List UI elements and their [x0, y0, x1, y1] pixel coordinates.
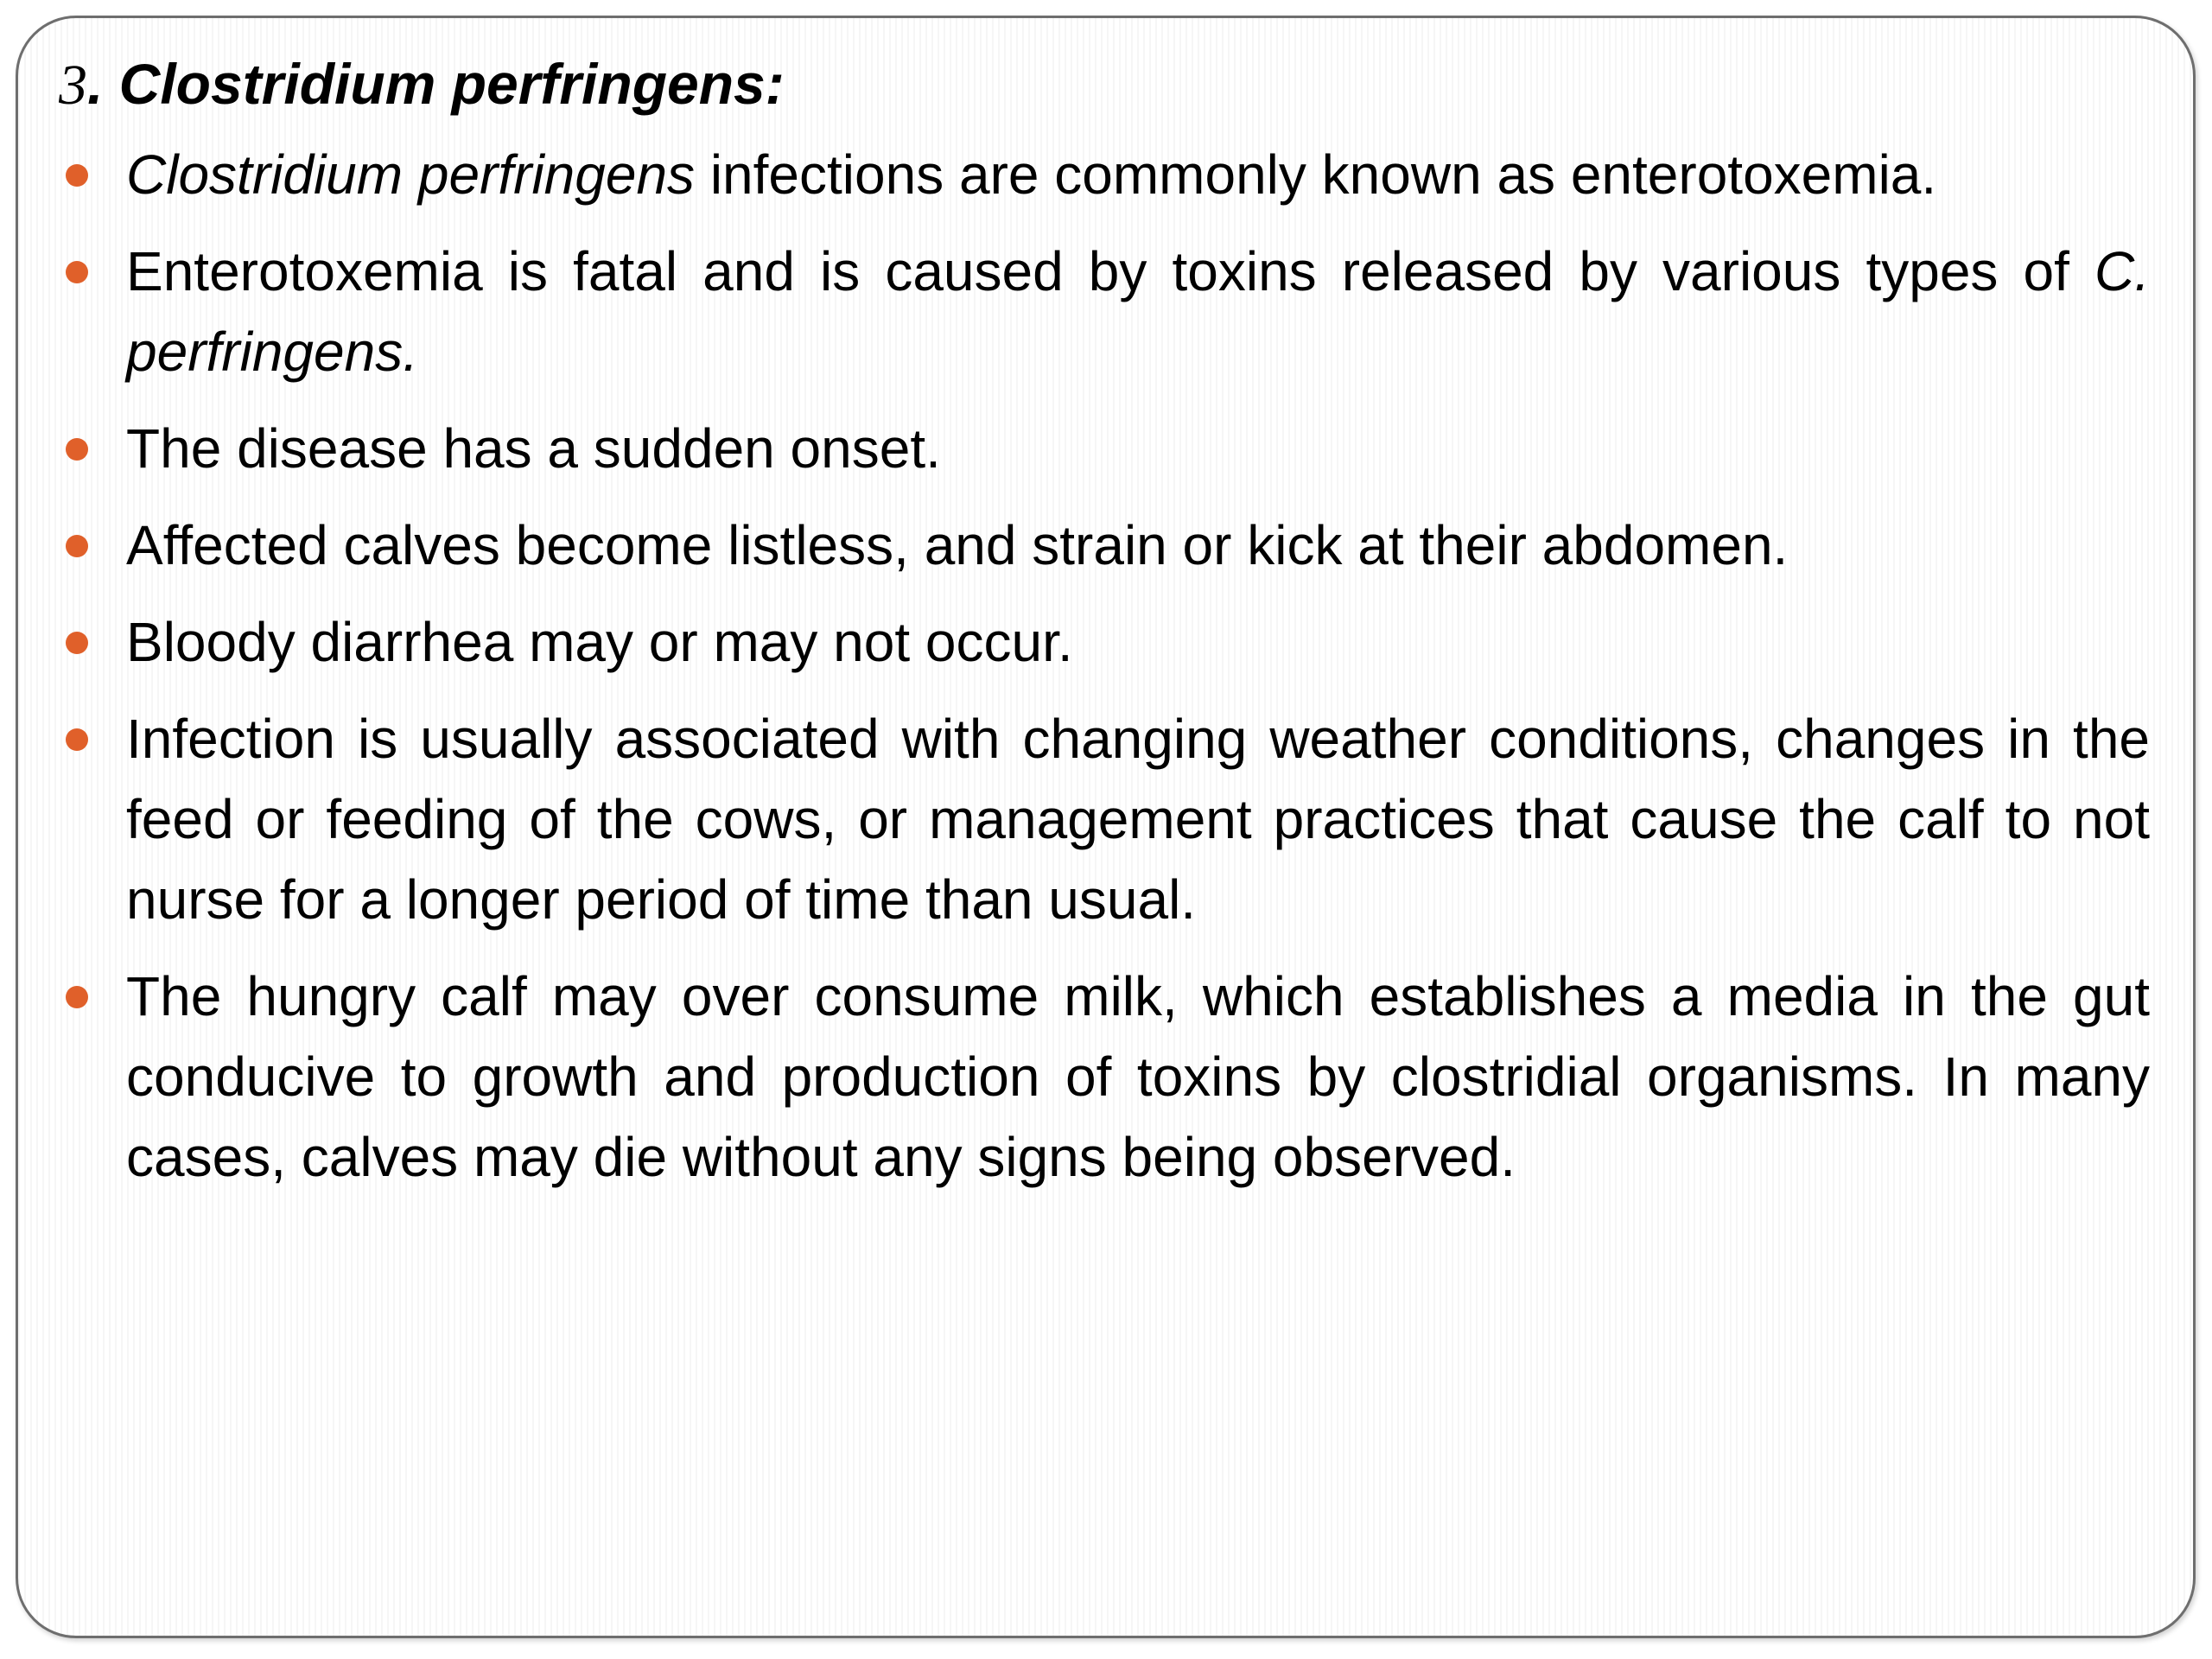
heading-number: 3	[59, 54, 87, 117]
slide-content	[59, 45, 2150, 1214]
list-item	[59, 699, 2150, 940]
bullet-text: The disease has a sudden onset.	[126, 417, 941, 480]
bullet-list	[59, 135, 2150, 1198]
bullet-icon	[66, 438, 88, 461]
bullet-icon	[66, 261, 88, 283]
bullet-text: The hungry calf may over consume milk, which establishes a media in the gut conducive to growth and production of toxins by clostridial organisms. In many cases, calves may die without any signs being observed.	[126, 965, 2150, 1188]
list-item	[59, 409, 2150, 489]
list-item	[59, 135, 2150, 215]
list-item	[59, 957, 2150, 1198]
bullet-text: Infection is usually associated with changing weather conditions, changes in the feed or feeding of the cows, or management practices that cause the calf to not nurse for a longer period of time than usual.	[126, 708, 2150, 931]
bullet-text: Affected calves become listless, and strain or kick at their abdomen.	[126, 514, 1789, 576]
bullet-text: infections are commonly known as enterotoxemia.	[695, 143, 1937, 206]
bullet-text: Enterotoxemia is fatal and is caused by toxins released by various types of	[126, 240, 2094, 302]
bullet-icon	[66, 535, 88, 557]
bullet-italic-tail: C. perfringens.	[126, 240, 2150, 383]
bullet-italic-lead: Clostridium perfringens	[126, 143, 696, 206]
bullet-icon	[66, 632, 88, 654]
list-item	[59, 505, 2150, 586]
heading-title: . Clostridium perfringens:	[87, 52, 785, 116]
slide-heading	[59, 45, 2150, 124]
list-item	[59, 232, 2150, 392]
list-item	[59, 602, 2150, 683]
bullet-text: Bloody diarrhea may or may not occur.	[126, 611, 1073, 673]
bullet-icon	[66, 728, 88, 751]
bullet-icon	[66, 164, 88, 187]
bullet-icon	[66, 986, 88, 1008]
